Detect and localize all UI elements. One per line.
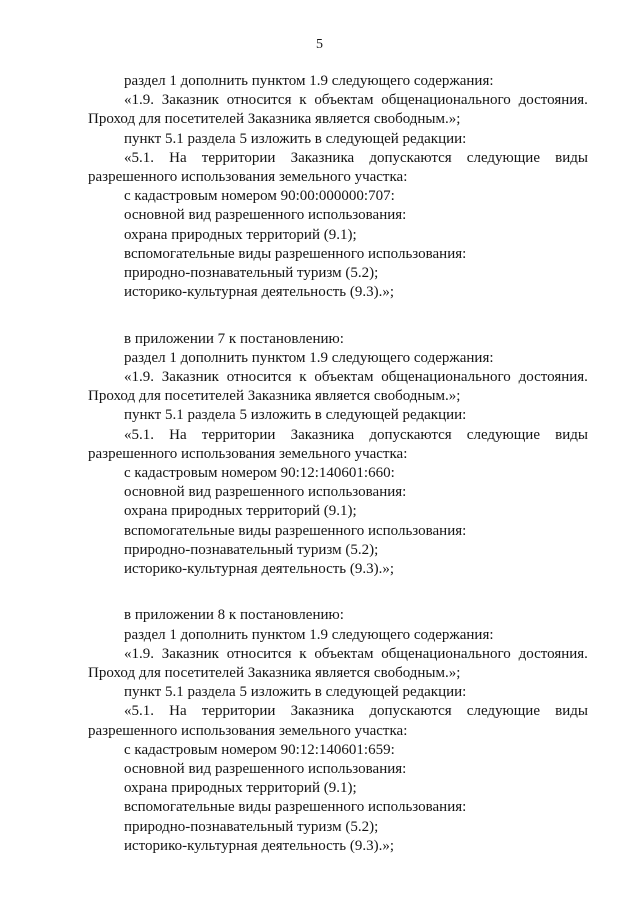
cadastral-number: с кадастровым номером 90:12:140601:660:	[124, 465, 395, 482]
cadastral-number: с кадастровым номером 90:12:140601:659:	[124, 741, 395, 758]
item-text-continuation: Проход для посетителей Заказника является свободным.»;	[88, 388, 461, 405]
cadastral-number: с кадастровым номером 90:00:000000:707:	[124, 188, 395, 205]
point-text-first-line	[88, 149, 588, 168]
word: Заказник	[161, 645, 219, 662]
main-use-value: охрана природных территорий (9.1);	[124, 503, 357, 520]
point-text-continuation: разрешенного использования земельного участка:	[88, 445, 408, 462]
word: Заказник	[161, 92, 219, 109]
word: «5.1.	[124, 426, 154, 443]
main-use-label: основной вид разрешенного использования:	[124, 207, 407, 224]
word: Заказника	[290, 149, 355, 166]
aux-use-value: историко-культурная деятельность (9.3).»;	[124, 837, 395, 854]
aux-use-value: природно-познавательный туризм (5.2);	[124, 265, 379, 282]
main-use-label: основной вид разрешенного использования:	[124, 484, 407, 501]
word: объектам	[314, 645, 374, 662]
aux-use-label: вспомогательные виды разрешенного использования:	[124, 799, 467, 816]
point-text-first-line	[88, 702, 588, 721]
word: территории	[201, 426, 276, 443]
aux-use-value: природно-познавательный туризм (5.2);	[124, 818, 379, 835]
word: достояния.	[518, 645, 588, 662]
word: допускаются	[369, 426, 452, 443]
word: «5.1.	[124, 703, 154, 720]
word: общенационального	[381, 645, 511, 662]
word: виды	[555, 426, 588, 443]
word: На	[169, 703, 187, 720]
word: достояния.	[518, 369, 588, 386]
word: Заказник	[161, 369, 219, 386]
item-intro: раздел 1 дополнить пунктом 1.9 следующего содержания:	[124, 349, 494, 366]
word: следующие	[466, 149, 540, 166]
item-text-continuation: Проход для посетителей Заказника является свободным.»;	[88, 665, 461, 682]
word: «1.9.	[124, 369, 154, 386]
word: виды	[555, 703, 588, 720]
page-number: 5	[316, 37, 323, 52]
word: «1.9.	[124, 92, 154, 109]
word: следующие	[466, 703, 540, 720]
word: территории	[201, 703, 276, 720]
word: к	[299, 369, 307, 386]
word: объектам	[314, 92, 374, 109]
blank-line	[88, 579, 588, 598]
word: допускаются	[369, 703, 452, 720]
point-text-continuation: разрешенного использования земельного участка:	[88, 722, 408, 739]
word: На	[169, 426, 187, 443]
main-use-value: охрана природных территорий (9.1);	[124, 226, 357, 243]
document-body	[88, 72, 588, 856]
appendix-heading: в приложении 8 к постановлению:	[124, 607, 344, 624]
word: относится	[226, 645, 292, 662]
amendment-section	[88, 72, 588, 302]
word: к	[299, 645, 307, 662]
item-text-first-line	[88, 645, 588, 664]
appendix-heading: в приложении 7 к постановлению:	[124, 330, 344, 347]
aux-use-value: природно-познавательный туризм (5.2);	[124, 541, 379, 558]
amendment-section	[88, 330, 588, 580]
word: «1.9.	[124, 645, 154, 662]
point-intro: пункт 5.1 раздела 5 изложить в следующей редакции:	[124, 684, 467, 701]
main-use-label: основной вид разрешенного использования:	[124, 761, 407, 778]
word: На	[169, 149, 187, 166]
point-intro: пункт 5.1 раздела 5 изложить в следующей редакции:	[124, 407, 467, 424]
aux-use-label: вспомогательные виды разрешенного использования:	[124, 245, 467, 262]
word: к	[299, 92, 307, 109]
word: «5.1.	[124, 149, 154, 166]
word: Заказника	[290, 426, 355, 443]
main-use-value: охрана природных территорий (9.1);	[124, 780, 357, 797]
point-intro: пункт 5.1 раздела 5 изложить в следующей редакции:	[124, 130, 467, 147]
aux-use-value: историко-культурная деятельность (9.3).»;	[124, 284, 395, 301]
word: общенационального	[381, 92, 511, 109]
blank-line	[88, 302, 588, 321]
word: следующие	[466, 426, 540, 443]
point-text-first-line	[88, 426, 588, 445]
word: общенационального	[381, 369, 511, 386]
aux-use-value: историко-культурная деятельность (9.3).»;	[124, 561, 395, 578]
word: объектам	[314, 369, 374, 386]
aux-use-label: вспомогательные виды разрешенного использования:	[124, 522, 467, 539]
word: виды	[555, 149, 588, 166]
word: территории	[201, 149, 276, 166]
item-text-first-line	[88, 368, 588, 387]
word: относится	[226, 92, 292, 109]
item-text-first-line	[88, 91, 588, 110]
section-gap	[88, 322, 588, 330]
amendment-section	[88, 606, 588, 856]
word: относится	[226, 369, 292, 386]
item-intro: раздел 1 дополнить пунктом 1.9 следующего содержания:	[124, 73, 494, 89]
word: Заказника	[290, 703, 355, 720]
point-text-continuation: разрешенного использования земельного участка:	[88, 169, 408, 186]
word: достояния.	[518, 92, 588, 109]
item-text-continuation: Проход для посетителей Заказника является свободным.»;	[88, 111, 461, 128]
item-intro: раздел 1 дополнить пунктом 1.9 следующего содержания:	[124, 626, 494, 643]
word: допускаются	[369, 149, 452, 166]
section-gap	[88, 598, 588, 606]
